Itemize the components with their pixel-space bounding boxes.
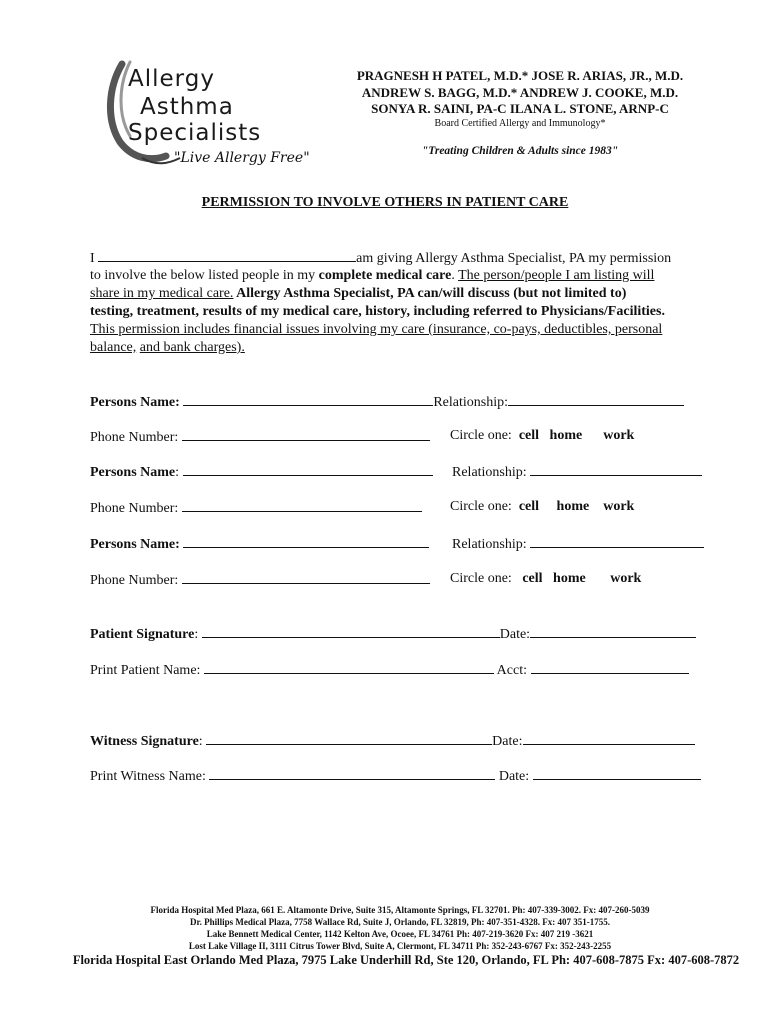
witness-date-field[interactable] — [523, 732, 695, 745]
footer-location-3: Lake Bennett Medical Center, 1142 Kelton Ave, Ocoee, FL 34761 Ph: 407-219-3620 Fx: 407 219 -3621 — [206, 929, 594, 939]
person-2-option-home[interactable]: home — [556, 499, 590, 514]
person-3-relationship-field[interactable] — [530, 535, 704, 548]
person-2-option-cell[interactable]: cell — [518, 499, 540, 514]
permission-paragraph-line-4: testing, treatment, results of my medical care, history, including referred to Physicians/Facilities. — [90, 304, 665, 319]
person-3-name-row: Persons Name: — [90, 535, 429, 553]
person-1-phone-row: Phone Number: — [90, 428, 430, 446]
person-3-circle-one: Circle one: cell home work — [450, 571, 642, 586]
print-witness-name-field[interactable] — [209, 767, 495, 780]
person-1-name-row: Persons Name: Relationship: — [90, 393, 684, 411]
person-2-phone-field[interactable] — [182, 499, 422, 512]
acct-field[interactable] — [531, 661, 689, 674]
person-2-circle-one: Circle one: cell home work — [450, 499, 635, 514]
footer-location-4: Lost Lake Village II, 3111 Citrus Tower Blvd, Suite A, Clermont, FL 34711 Ph: 352-243-6767 Fx: 352-243-2255 — [188, 941, 612, 951]
certification-note: Board Certified Allergy and Immunology* — [434, 118, 606, 129]
patient-signature-field[interactable] — [202, 625, 500, 638]
logo-line-allergy: Allergy — [128, 66, 215, 92]
patient-signature-row: Patient Signature: Date: — [90, 625, 696, 643]
permission-paragraph-line-3: share in my medical care. Allergy Asthma Specialist, PA can/will discuss (but not limited to) — [90, 286, 627, 301]
document-title: PERMISSION TO INVOLVE OTHERS IN PATIENT CARE — [201, 195, 569, 210]
person-1-circle-one: Circle one: cell home work — [450, 428, 635, 443]
providers-line-1: PRAGNESH H PATEL, M.D.* JOSE R. ARIAS, JR., M.D. — [356, 68, 684, 83]
practice-slogan: "Treating Children & Adults since 1983" — [421, 145, 619, 157]
person-3-name-field[interactable] — [183, 535, 429, 548]
person-2-name-row: Persons Name: — [90, 463, 433, 481]
print-patient-row: Print Patient Name: Acct: — [90, 661, 689, 679]
permission-paragraph-line-5: This permission includes financial issues involving my care (insurance, co-pays, deductibles, personal — [90, 322, 663, 337]
person-3-option-work[interactable]: work — [610, 571, 642, 586]
footer-location-2: Dr. Phillips Medical Plaza, 7758 Wallace Rd, Suite J, Orlando, FL 32819, Ph: 407-351-4328. Fx: 407 351-1755. — [190, 917, 610, 927]
footer-location-5: Florida Hospital East Orlando Med Plaza, 7975 Lake Underhill Rd, Ste 120, Orlando, FL Ph: 407-608-7875 Fx: 407-608-7872 — [72, 953, 740, 967]
person-1-name-field[interactable] — [183, 393, 433, 406]
logo-tagline: "Live Allergy Free" — [174, 150, 310, 166]
person-3-phone-row: Phone Number: — [90, 571, 430, 589]
logo-line-asthma: Asthma — [140, 94, 234, 120]
person-2-name-field[interactable] — [183, 463, 433, 476]
person-2-phone-row: Phone Number: — [90, 499, 422, 517]
permission-paragraph-line-6: balance, and bank charges). — [90, 340, 245, 355]
witness-date-2-field[interactable] — [533, 767, 701, 780]
print-patient-name-field[interactable] — [204, 661, 494, 674]
person-3-option-cell[interactable]: cell — [522, 571, 543, 586]
person-2-relationship-field[interactable] — [530, 463, 702, 476]
permission-paragraph-line-2: to involve the below listed people in my complete medical care. The person/people I am listing will — [90, 268, 655, 283]
providers-line-2: ANDREW S. BAGG, M.D.* ANDREW J. COOKE, M.D. — [361, 85, 679, 100]
person-2-relationship-row: Relationship: — [452, 463, 702, 481]
person-3-phone-field[interactable] — [182, 571, 430, 584]
person-1-phone-field[interactable] — [182, 428, 430, 441]
permission-paragraph-line-1: I am giving Allergy Asthma Specialist, PA my permission — [90, 251, 672, 266]
patient-name-blank[interactable] — [98, 249, 356, 262]
person-1-option-home[interactable]: home — [549, 428, 583, 443]
person-1-relationship-field[interactable] — [508, 393, 684, 406]
person-3-option-home[interactable]: home — [553, 571, 586, 586]
providers-line-3: SONYA R. SAINI, PA-C ILANA L. STONE, ARNP-C — [371, 101, 669, 116]
footer-location-1: Florida Hospital Med Plaza, 661 E. Altamonte Drive, Suite 315, Altamonte Springs, FL 32701. Ph: 407-339-3002. Fx: 407-260-5039 — [150, 905, 650, 915]
person-3-relationship-row: Relationship: — [452, 535, 704, 553]
print-witness-row: Print Witness Name: Date: — [90, 767, 701, 785]
patient-date-field[interactable] — [530, 625, 696, 638]
person-1-option-work[interactable]: work — [603, 428, 635, 443]
logo-line-specialists: Specialists — [128, 120, 262, 146]
witness-signature-field[interactable] — [206, 732, 492, 745]
witness-signature-row: Witness Signature: Date: — [90, 732, 695, 750]
practice-logo — [100, 58, 320, 176]
person-1-option-cell[interactable]: cell — [518, 428, 540, 443]
person-2-option-work[interactable]: work — [603, 499, 635, 514]
